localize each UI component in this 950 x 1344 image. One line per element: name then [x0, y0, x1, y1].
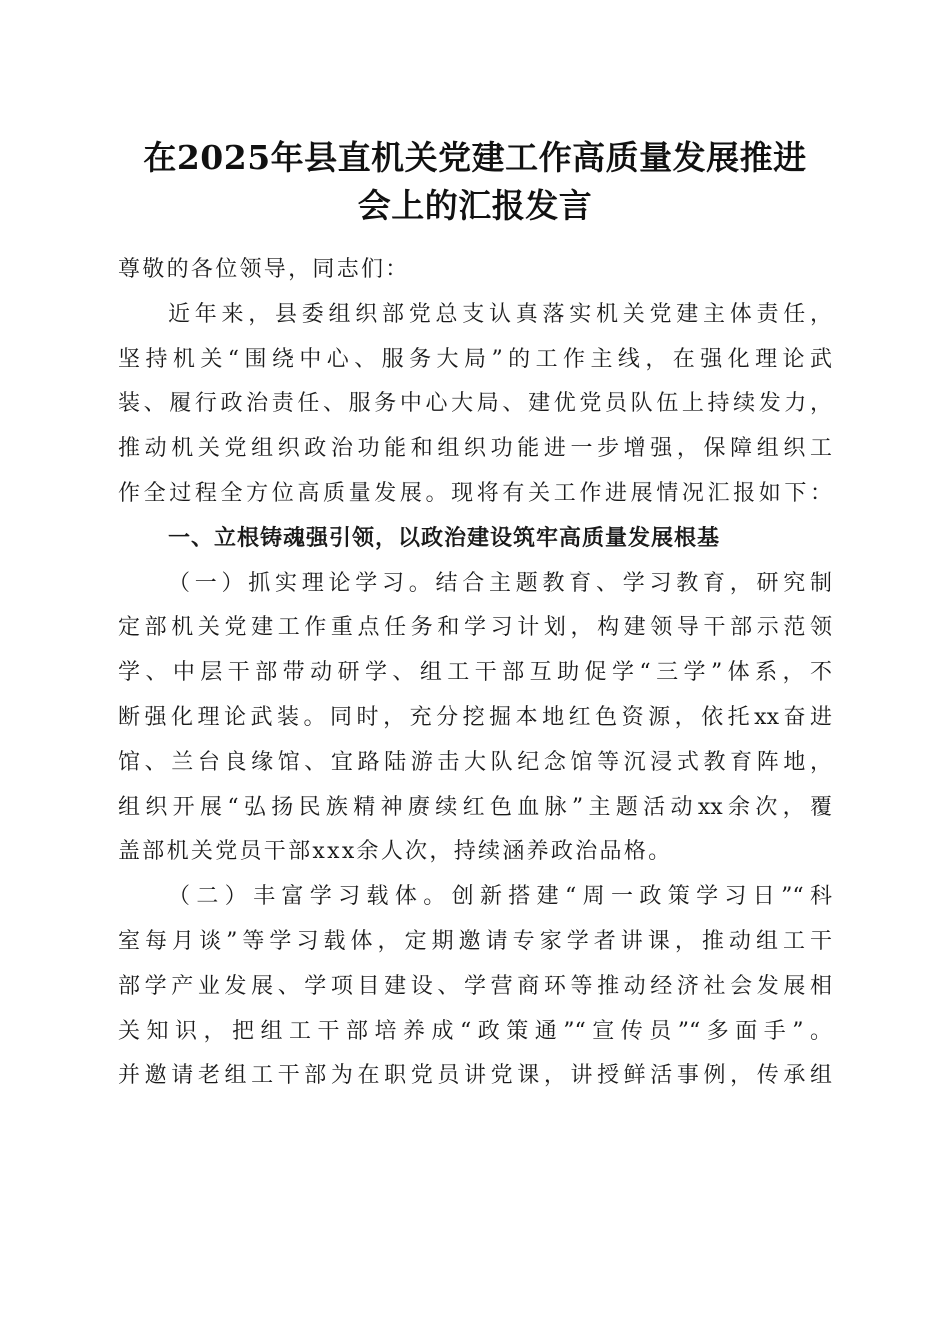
section-heading-1: 一、立根铸魂强引领，以政治建设筑牢高质量发展根基 [168, 525, 721, 551]
paragraph-subsection-1 [118, 562, 832, 876]
paragraph-subsection-2 [118, 875, 832, 1099]
paragraph-line: 部学产业发展、学项目建设、学营商环等推动经济社会发展相 [118, 973, 832, 999]
paragraph-line: 作全过程全方位高质量发展。现将有关工作进展情况汇报如下： [118, 480, 832, 506]
title-line-1: 在2025年县直机关党建工作高质量发展推进 [143, 138, 807, 177]
paragraph-line: 坚持机关“围绕中心、服务大局”的工作主线，在强化理论武 [118, 346, 832, 372]
paragraph-line: （一）抓实理论学习。结合主题教育、学习教育，研究制 [168, 570, 832, 596]
paragraph-line: 定部机关党建工作重点任务和学习计划，构建领导干部示范领 [118, 615, 832, 641]
paragraph-line: 馆、兰台良缘馆、宜路陆游击大队纪念馆等沉浸式教育阵地， [118, 749, 832, 775]
paragraph-line: （二）丰富学习载体。创新搭建“周一政策学习日”“科 [168, 884, 832, 910]
paragraph-line: 近年来，县委组织部党总支认真落实机关党建主体责任， [168, 301, 832, 327]
document-body [118, 248, 832, 1099]
salutation: 尊敬的各位领导，同志们： [118, 257, 410, 282]
paragraph-line: 盖部机关党员干部xxx余人次，持续涵养政治品格。 [118, 839, 673, 865]
paragraph-line: 装、履行政治责任、服务中心大局、建优党员队伍上持续发力， [118, 391, 832, 417]
title-line-2: 会上的汇报发言 [357, 186, 593, 225]
paragraph-line: 推动机关党组织政治功能和组织功能进一步增强，保障组织工 [118, 436, 832, 462]
paragraph-line: 关知识，把组工干部培养成“政策通”“宣传员”“多面手”。 [118, 1018, 832, 1044]
paragraph-line: 并邀请老组工干部为在职党员讲党课，讲授鲜活事例，传承组 [118, 1063, 832, 1089]
document-title [118, 134, 832, 230]
paragraph-line: 断强化理论武装。同时，充分挖掘本地红色资源，依托xx奋进 [118, 704, 832, 730]
paragraph-line: 学、中层干部带动研学、组工干部互助促学“三学”体系，不 [118, 660, 832, 686]
paragraph-line: 室每月谈”等学习载体，定期邀请专家学者讲课，推动组工干 [118, 928, 832, 954]
paragraph-line: 组织开展“弘扬民族精神赓续红色血脉”主题活动xx余次，覆 [118, 794, 832, 820]
paragraph-intro [118, 293, 832, 517]
